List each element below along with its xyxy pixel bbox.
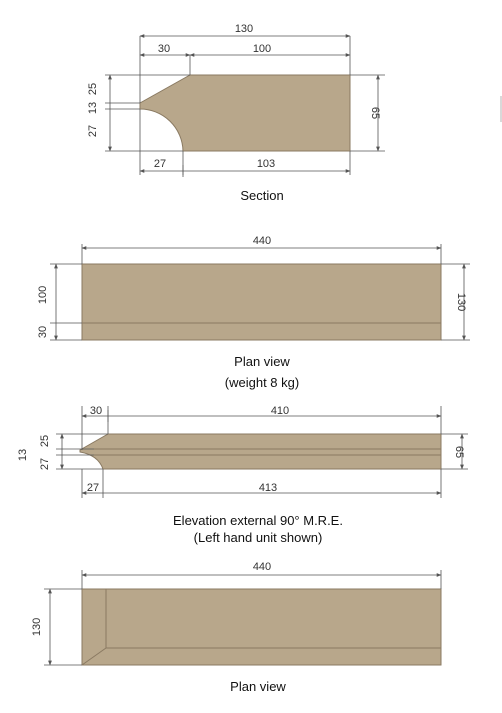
- elevation-caption: Elevation external 90° M.R.E.: [173, 513, 343, 528]
- elev-dim-left-outer: 13: [17, 448, 29, 462]
- elev-dim-height: 65: [453, 445, 465, 459]
- section-dim-left-bottom: 27: [87, 124, 99, 138]
- section-dim-top-right: 100: [252, 43, 272, 55]
- section-dim-left-top: 25: [87, 82, 99, 96]
- section-dim-left-mid: 13: [87, 101, 99, 115]
- plan1-dim-height: 130: [455, 292, 467, 312]
- plan1-subcaption: (weight 8 kg): [224, 375, 300, 390]
- section-dim-overall: 130: [234, 23, 254, 35]
- elev-dim-top-right: 410: [270, 405, 290, 417]
- elev-dim-bottom-left: 27: [86, 482, 100, 494]
- section-dim-bottom-right: 103: [256, 158, 276, 170]
- section-dim-top-left: 30: [157, 43, 171, 55]
- elevation-view: [17, 405, 468, 545]
- plan2-dim-length: 440: [252, 561, 272, 573]
- plan-view-1: [37, 235, 470, 390]
- section-dim-height: 65: [369, 106, 381, 120]
- plan1-shape: [82, 264, 441, 340]
- section-dim-bottom-left: 27: [153, 158, 167, 170]
- plan2-dim-height: 130: [31, 617, 43, 637]
- section-shape: [140, 75, 350, 151]
- plan1-dim-length: 440: [252, 235, 272, 247]
- elevation-shape: [80, 434, 441, 469]
- section-caption: Section: [240, 188, 284, 203]
- plan2-caption: Plan view: [230, 679, 286, 694]
- elevation-subcaption: (Left hand unit shown): [193, 530, 323, 545]
- plan2-shape: [82, 589, 441, 665]
- plan1-dim-left-top: 100: [37, 285, 49, 305]
- plan1-dim-left-bottom: 30: [37, 325, 49, 339]
- section-drawing: [87, 23, 385, 203]
- elev-dim-bottom-right: 413: [258, 482, 278, 494]
- elev-dim-top-left: 30: [89, 405, 103, 417]
- plan-view-2: [31, 561, 441, 694]
- elev-dim-left-bottom: 27: [39, 457, 51, 471]
- plan1-caption: Plan view: [234, 354, 290, 369]
- elev-dim-left-top: 25: [39, 434, 51, 448]
